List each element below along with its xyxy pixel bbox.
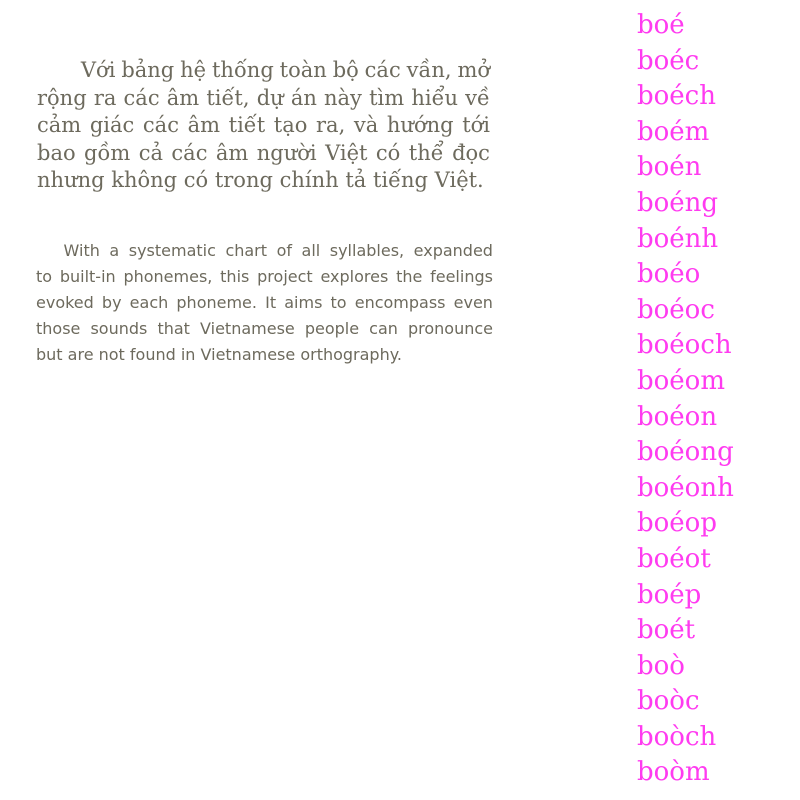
paragraph-line	[37, 85, 490, 113]
syllable-link[interactable]: boòch	[637, 721, 717, 752]
word: sounds	[90, 319, 148, 338]
word: aims	[284, 293, 323, 312]
word: that	[157, 319, 190, 338]
word: hướng	[386, 113, 454, 138]
word: án	[290, 85, 317, 110]
word: It	[265, 293, 277, 312]
word: âm	[215, 140, 249, 165]
syllable-link[interactable]: boép	[637, 579, 702, 610]
word: a	[109, 241, 120, 260]
word: phoneme.	[176, 293, 257, 312]
paragraph-line	[36, 264, 493, 290]
word: tiết	[228, 113, 266, 138]
word: chart	[225, 241, 268, 260]
word: explores	[320, 267, 389, 286]
word: đọc	[452, 140, 490, 165]
word: to	[36, 267, 53, 286]
syllable-link[interactable]: boéonh	[637, 472, 734, 503]
first-line-indent	[37, 57, 75, 85]
syllable-link[interactable]: boòc	[637, 686, 700, 717]
word: thể	[408, 140, 444, 165]
word: vần,	[406, 58, 452, 82]
word: pronounce	[407, 319, 493, 338]
word: gồm	[84, 140, 131, 165]
syllable-link[interactable]: boéong	[637, 437, 734, 468]
word: người	[256, 140, 317, 165]
word: toàn	[279, 58, 327, 82]
word: âm	[187, 113, 221, 138]
paragraph-line	[36, 342, 493, 368]
word: With	[63, 241, 100, 260]
word: even	[453, 293, 493, 312]
syllable-link[interactable]: boò	[637, 650, 685, 681]
syllable-link[interactable]: boén	[637, 152, 702, 183]
syllable-link[interactable]: boéop	[637, 508, 717, 539]
word: bao	[37, 140, 76, 165]
paragraph-text: but are not found in Vietnamese orthography.	[36, 345, 402, 364]
word: people	[304, 319, 360, 338]
word: bộ	[332, 58, 359, 82]
paragraph-text: nhưng không có trong chính tả tiếng Việt.	[37, 168, 484, 193]
word: all	[301, 241, 321, 260]
word: bảng	[121, 58, 175, 82]
word: các	[364, 58, 401, 82]
word: tạo	[273, 113, 308, 138]
paragraph-line	[37, 140, 490, 168]
word: có	[375, 140, 401, 165]
vietnamese-paragraph	[37, 57, 490, 195]
syllable-index-list	[637, 8, 734, 791]
word: tìm	[369, 85, 405, 110]
word: các	[142, 113, 179, 138]
word: of	[276, 241, 292, 260]
word: ra,	[316, 113, 346, 138]
paragraph-line	[37, 57, 490, 85]
syllable-link[interactable]: boém	[637, 116, 710, 147]
word: giác	[89, 113, 135, 138]
word: evoked	[36, 293, 94, 312]
word: can	[369, 319, 398, 338]
syllable-link[interactable]: boéch	[637, 81, 716, 112]
word: the	[396, 267, 423, 286]
word: by	[101, 293, 122, 312]
syllable-link[interactable]: boéot	[637, 543, 711, 574]
word: ra	[93, 85, 117, 110]
first-line-indent	[36, 238, 54, 264]
word: này	[324, 85, 362, 110]
word: cảm	[37, 113, 82, 138]
word: encompass	[354, 293, 446, 312]
word: systematic	[128, 241, 216, 260]
paragraph-line	[36, 290, 493, 316]
paragraph-line	[36, 238, 493, 264]
syllable-link[interactable]: boét	[637, 615, 696, 646]
word: phonemes,	[123, 267, 213, 286]
word: project	[257, 267, 313, 286]
paragraph-line	[36, 316, 493, 342]
word: those	[36, 319, 81, 338]
word: Vietnamese	[200, 319, 295, 338]
word: Việt	[325, 140, 368, 165]
word: và	[353, 113, 379, 138]
syllable-link[interactable]: boéon	[637, 401, 718, 432]
paragraph-line	[37, 167, 490, 195]
syllable-link[interactable]: boénh	[637, 223, 719, 254]
word: hiểu	[411, 85, 459, 110]
english-paragraph	[36, 238, 493, 368]
syllable-link[interactable]: boéom	[637, 365, 725, 396]
word: tới	[462, 113, 490, 138]
word: thống	[211, 58, 274, 82]
word: this	[220, 267, 250, 286]
word: tiết,	[206, 85, 250, 110]
word: to	[330, 293, 347, 312]
syllable-link[interactable]: boéo	[637, 259, 701, 290]
paragraph-line	[37, 112, 490, 140]
word: các	[171, 140, 208, 165]
syllable-link[interactable]: boéoch	[637, 330, 732, 361]
word: cả	[138, 140, 163, 165]
word: built-in	[59, 267, 116, 286]
word: mở	[457, 58, 490, 82]
word: feelings	[430, 267, 493, 286]
syllable-link[interactable]: boòm	[637, 757, 710, 788]
word: expanded	[413, 241, 493, 260]
syllable-link[interactable]: boéng	[637, 187, 719, 218]
syllable-link[interactable]: boé	[637, 10, 685, 40]
syllable-link[interactable]: boéc	[637, 45, 700, 76]
word: hệ	[180, 58, 207, 82]
word: each	[129, 293, 169, 312]
word: về	[465, 85, 490, 110]
word: các	[123, 85, 160, 110]
word: rộng	[37, 85, 87, 110]
syllable-link[interactable]: boéoc	[637, 294, 715, 325]
word: dự	[256, 85, 284, 110]
word: Với	[80, 58, 116, 82]
word: âm	[166, 85, 200, 110]
word: syllables,	[329, 241, 405, 260]
